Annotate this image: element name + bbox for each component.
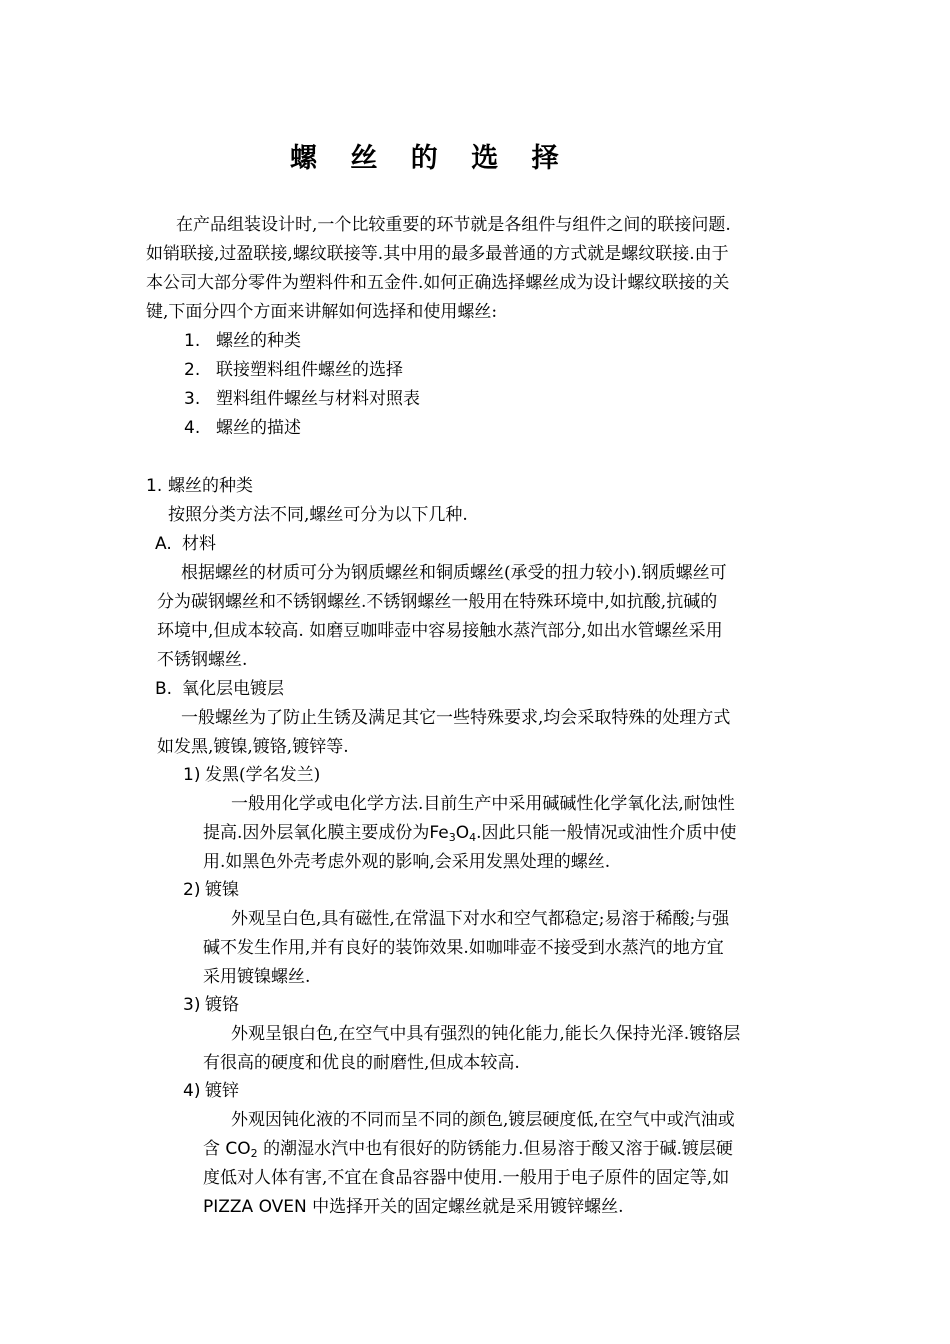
section-number: 1.: [146, 476, 163, 496]
item-heading-chrome: [183, 991, 239, 1020]
item-label: 镀锌: [205, 1081, 239, 1101]
item-heading-blackening: [183, 761, 320, 790]
intro-line: 键,下面分四个方面来讲解如何选择和使用螺丝:: [146, 302, 498, 322]
item-label: 镀铬: [205, 995, 239, 1015]
toc-item: [184, 356, 403, 385]
toc-item: [184, 414, 301, 443]
subsection-heading-a: [155, 530, 216, 559]
subsection-label: 材料: [182, 534, 216, 554]
toc-label: 螺丝的描述: [216, 418, 301, 438]
text-segment: .因此只能一般情况或油性介质中使: [476, 823, 737, 843]
toc-item: [184, 327, 301, 356]
formula-subscript: 3: [448, 831, 456, 844]
formula-element: O: [455, 823, 470, 843]
toc-number: 3.: [184, 389, 201, 409]
paragraph-line: 度低对人体有害,不宜在食品容器中使用.一般用于电子原件的固定等,如: [203, 1168, 730, 1188]
subsection-heading-b: [155, 675, 284, 704]
text-segment: 提高.因外层氧化膜主要成份为: [203, 823, 430, 843]
subsection-label: 氧化层电镀层: [182, 679, 284, 699]
page-title: 螺 丝 的 选 择: [290, 143, 571, 174]
formula-element: CO: [225, 1139, 251, 1159]
paragraph-line: 不锈钢螺丝.: [157, 650, 248, 670]
toc-label: 塑料组件螺丝与材料对照表: [216, 389, 420, 409]
paragraph-line: 分为碳钢螺丝和不锈钢螺丝.不锈钢螺丝一般用在特殊环境中,如抗酸,抗碱的: [157, 592, 718, 612]
paragraph-line: 外观因钝化液的不同而呈不同的颜色,镀层硬度低,在空气中或汽油或: [231, 1110, 735, 1130]
paragraph-line: [203, 1135, 735, 1164]
item-chrome-paragraph: [203, 1020, 740, 1078]
item-number: 1): [183, 765, 201, 785]
item-heading-nickel: [183, 876, 239, 905]
english-term: PIZZA OVEN: [203, 1197, 307, 1217]
paragraph-line: 环境中,但成本较高. 如磨豆咖啡壶中容易接触水蒸汽部分,如出水管螺丝采用: [157, 621, 723, 641]
item-zinc-paragraph: [203, 1106, 735, 1222]
subsection-b-paragraph: [157, 704, 730, 762]
item-number: 4): [183, 1081, 201, 1101]
toc-number: 1.: [184, 331, 201, 351]
toc-item: [184, 385, 420, 414]
paragraph-line: [203, 819, 737, 848]
paragraph-line: 碱不发生作用,并有良好的装饰效果.如咖啡壶不接受到水蒸汽的地方宜: [203, 938, 724, 958]
item-nickel-paragraph: [203, 905, 729, 992]
item-number: 3): [183, 995, 201, 1015]
section-intro: 按照分类方法不同,螺丝可分为以下几种.: [168, 505, 468, 525]
paragraph-line: 一般用化学或电化学方法.目前生产中采用碱碱性化学氧化法,耐蚀性: [231, 794, 735, 814]
text-segment: 的潮湿水汽中也有很好的防锈能力.但易溶于酸又溶于碱.镀层硬: [257, 1139, 733, 1159]
text-segment: 含: [203, 1139, 226, 1159]
section-heading: [146, 472, 253, 501]
item-blackening-paragraph: [203, 790, 737, 877]
item-number: 2): [183, 880, 201, 900]
intro-line: 如销联接,过盈联接,螺纹联接等.其中用的最多最普通的方式就是螺纹联接.由于: [146, 244, 729, 264]
item-label: 发黑(学名发兰): [205, 765, 321, 785]
toc-number: 2.: [184, 360, 201, 380]
subsection-a-paragraph: [157, 559, 727, 675]
subsection-letter: B.: [155, 679, 173, 699]
paragraph-line: 用.如黑色外壳考虑外观的影响,会采用发黑处理的螺丝.: [203, 852, 611, 872]
intro-line: 在产品组装设计时,一个比较重要的环节就是各组件与组件之间的联接问题.: [176, 215, 731, 235]
paragraph-line: 一般螺丝为了防止生锈及满足其它一些特殊要求,均会采取特殊的处理方式: [181, 708, 731, 728]
intro-paragraph: [146, 211, 731, 327]
section-title: 螺丝的种类: [168, 476, 253, 496]
toc-number: 4.: [184, 418, 201, 438]
paragraph-line: 采用镀镍螺丝.: [203, 967, 311, 987]
intro-line: 本公司大部分零件为塑料件和五金件.如何正确选择螺丝成为设计螺纹联接的关: [146, 273, 730, 293]
paragraph-line: 根据螺丝的材质可分为钢质螺丝和铜质螺丝(承受的扭力较小).钢质螺丝可: [181, 563, 727, 583]
chemical-formula: [225, 1139, 257, 1159]
paragraph-line: [203, 1193, 735, 1222]
toc-label: 联接塑料组件螺丝的选择: [216, 360, 403, 380]
paragraph-line: 外观呈白色,具有磁性,在常温下对水和空气都稳定;易溶于稀酸;与强: [231, 909, 730, 929]
item-heading-zinc: [183, 1077, 239, 1106]
toc-label: 螺丝的种类: [216, 331, 301, 351]
formula-subscript: 4: [469, 831, 477, 844]
formula-subscript: 2: [250, 1147, 258, 1160]
paragraph-line: 有很高的硬度和优良的耐磨性,但成本较高.: [203, 1053, 520, 1073]
formula-element: Fe: [429, 823, 449, 843]
chemical-formula: [429, 823, 476, 843]
item-label: 镀镍: [205, 880, 239, 900]
subsection-letter: A.: [155, 534, 172, 554]
text-segment: 中选择开关的固定螺丝就是采用镀锌螺丝.: [306, 1197, 624, 1217]
paragraph-line: 如发黑,镀镍,镀铬,镀锌等.: [157, 737, 349, 757]
paragraph-line: 外观呈银白色,在空气中具有强烈的钝化能力,能长久保持光泽.镀铬层: [231, 1024, 741, 1044]
